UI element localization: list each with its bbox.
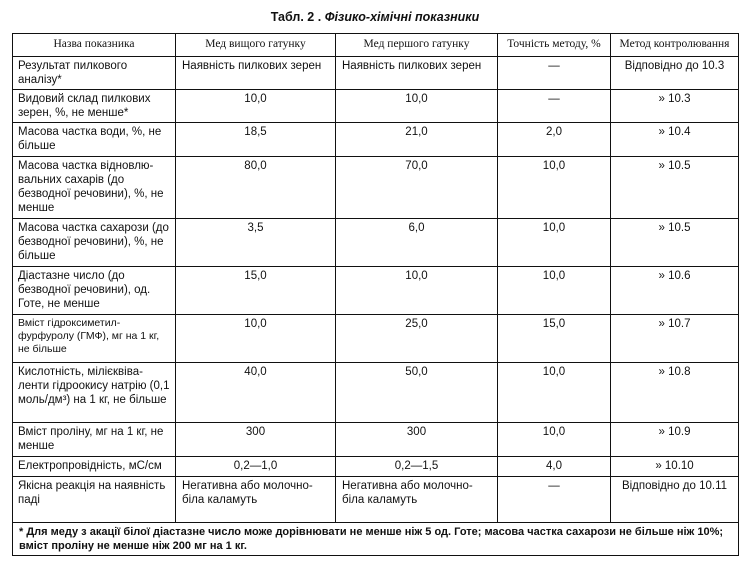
row-accuracy: — — [498, 477, 611, 523]
row-name: Масова частка відновлю-вальних сахарів (до безводної речовини), %, не менше — [13, 157, 176, 219]
table-row — [13, 363, 739, 423]
row-name: Масова частка сахарози (до безводної речовини), %, не більше — [13, 219, 176, 267]
row-first-grade: 6,0 — [336, 219, 498, 267]
row-method: » 10.5 — [611, 157, 739, 219]
row-premium: Негативна або молочно-біла каламуть — [176, 477, 336, 523]
header-method: Метод контролювання — [611, 34, 739, 57]
footnote-row — [13, 523, 739, 556]
row-method: Відповідно до 10.3 — [611, 57, 739, 90]
table-caption — [0, 10, 750, 24]
header-row — [13, 34, 739, 57]
row-first-grade: 0,2—1,5 — [336, 457, 498, 477]
row-accuracy: 10,0 — [498, 423, 611, 457]
row-premium: 18,5 — [176, 123, 336, 157]
row-first-grade: Негативна або молочно-біла каламуть — [336, 477, 498, 523]
row-name: Вміст проліну, мг на 1 кг, не менше — [13, 423, 176, 457]
row-method: » 10.8 — [611, 363, 739, 423]
row-name: Електропровідність, мС/см — [13, 457, 176, 477]
table-row — [13, 57, 739, 90]
row-first-grade: 10,0 — [336, 267, 498, 315]
row-first-grade: 25,0 — [336, 315, 498, 363]
caption-title: Фізико-хімічні показники — [324, 10, 480, 24]
row-premium: 300 — [176, 423, 336, 457]
table-row — [13, 267, 739, 315]
table-footnote: * Для меду з акації білої діастазне число може дорівнювати не менше ніж 5 од. Готе; масова частка сахарози не більше ніж 10%; вміст проліну не менше ніж 200 мг на 1 кг. — [13, 523, 739, 556]
row-name: Масова частка води, %, не більше — [13, 123, 176, 157]
row-premium: 10,0 — [176, 315, 336, 363]
row-first-grade: Наявність пилкових зерен — [336, 57, 498, 90]
table-row — [13, 423, 739, 457]
table-row — [13, 157, 739, 219]
row-method: » 10.7 — [611, 315, 739, 363]
row-method: » 10.4 — [611, 123, 739, 157]
header-first-grade: Мед першого гатунку — [336, 34, 498, 57]
row-method: Відповідно до 10.11 — [611, 477, 739, 523]
table-row — [13, 315, 739, 363]
row-accuracy: — — [498, 57, 611, 90]
row-accuracy: 2,0 — [498, 123, 611, 157]
table-row — [13, 219, 739, 267]
row-method: » 10.9 — [611, 423, 739, 457]
row-premium: Наявність пилкових зерен — [176, 57, 336, 90]
row-accuracy: 10,0 — [498, 157, 611, 219]
header-accuracy: Точність методу, % — [498, 34, 611, 57]
row-accuracy: 10,0 — [498, 363, 611, 423]
table-row — [13, 477, 739, 523]
row-method: » 10.3 — [611, 90, 739, 123]
row-premium: 15,0 — [176, 267, 336, 315]
row-name: Кислотність, мілієквіва-ленти гідроокису натрію (0,1 моль/дм³) на 1 кг, не більше — [13, 363, 176, 423]
caption-prefix: Табл. 2 . — [270, 10, 322, 24]
row-accuracy: 4,0 — [498, 457, 611, 477]
physicochemical-table — [12, 33, 739, 556]
row-first-grade: 50,0 — [336, 363, 498, 423]
table-row — [13, 123, 739, 157]
row-premium: 40,0 — [176, 363, 336, 423]
row-premium: 10,0 — [176, 90, 336, 123]
table-row — [13, 90, 739, 123]
header-indicator: Назва показника — [13, 34, 176, 57]
row-accuracy: 15,0 — [498, 315, 611, 363]
row-name: Результат пилкового аналізу* — [13, 57, 176, 90]
row-accuracy: 10,0 — [498, 219, 611, 267]
row-first-grade: 70,0 — [336, 157, 498, 219]
table-row — [13, 457, 739, 477]
row-premium: 80,0 — [176, 157, 336, 219]
row-name: Діастазне число (до безводної речовини), од. Готе, не менше — [13, 267, 176, 315]
row-name: Видовий склад пилкових зерен, %, не менше* — [13, 90, 176, 123]
row-method: » 10.6 — [611, 267, 739, 315]
row-accuracy: 10,0 — [498, 267, 611, 315]
row-premium: 0,2—1,0 — [176, 457, 336, 477]
row-method: » 10.5 — [611, 219, 739, 267]
header-premium: Мед вищого гатунку — [176, 34, 336, 57]
row-method: » 10.10 — [611, 457, 739, 477]
row-first-grade: 10,0 — [336, 90, 498, 123]
row-name: Якісна реакція на наявність паді — [13, 477, 176, 523]
row-first-grade: 300 — [336, 423, 498, 457]
row-accuracy: — — [498, 90, 611, 123]
row-premium: 3,5 — [176, 219, 336, 267]
row-name: Вміст гідроксиметил-фурфуролу (ГМФ), мг на 1 кг, не більше — [13, 315, 176, 363]
row-first-grade: 21,0 — [336, 123, 498, 157]
